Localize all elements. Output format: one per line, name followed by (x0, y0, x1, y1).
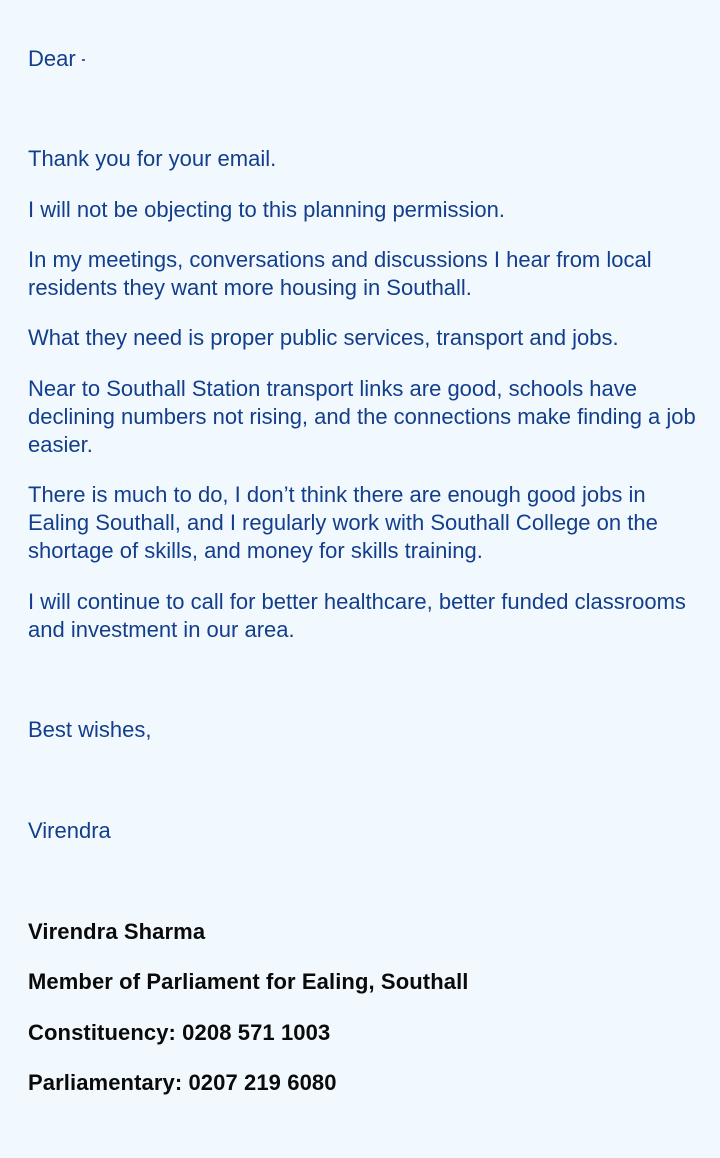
parliamentary-phone: Parliamentary: 0207 219 6080 (28, 1070, 337, 1095)
paragraph-thanks: Thank you for your email. (28, 146, 277, 171)
signature-name: Virendra Sharma (28, 919, 206, 944)
closing: Best wishes, (28, 717, 152, 742)
paragraph-healthcare: I will continue to call for better healthcare, better funded classrooms and investment in our area. (28, 589, 686, 642)
salutation-text: Dear (28, 46, 76, 71)
paragraph-station: Near to Southall Station transport links are good, schools have declining numbers not rising, and the connections make finding a job easier. (28, 376, 696, 457)
paragraph-meetings: In my meetings, conversations and discussions I hear from local residents they want more housing in Southall. (28, 247, 652, 300)
paragraph-jobs: There is much to do, I don’t think there are enough good jobs in Ealing Southall, and I regularly work with Southall College on the shortage of skills, and money for skills training. (28, 482, 658, 563)
salutation (28, 45, 698, 73)
paragraph-objection: I will not be objecting to this planning permission. (28, 197, 505, 222)
constituency-phone: Constituency: 0208 571 1003 (28, 1020, 331, 1045)
paragraph-needs: What they need is proper public services, transport and jobs. (28, 325, 619, 350)
signature-title: Member of Parliament for Ealing, Southall (28, 969, 469, 994)
signed-name: Virendra (28, 818, 111, 843)
redacted-name-mark (82, 59, 85, 61)
